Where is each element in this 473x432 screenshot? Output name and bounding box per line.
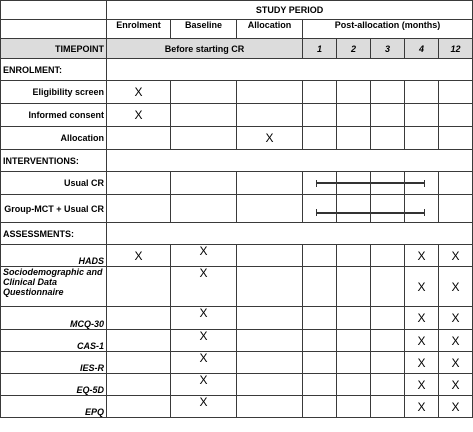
intervention-row	[1, 195, 473, 223]
row-label: Sociodemographic and Clinical Data Questionnaire	[1, 267, 107, 307]
timeline-bar-segment	[337, 172, 371, 195]
blank-cell	[1, 1, 107, 20]
enrolment-section-heading: ENROLMENT:	[1, 59, 107, 81]
x-mark: X	[107, 81, 171, 104]
month-label: 1	[303, 39, 337, 59]
enrolment-row	[1, 81, 473, 104]
assessment-row	[1, 352, 473, 374]
timeline-bar-segment	[371, 195, 405, 223]
interventions-section-row	[1, 150, 473, 172]
month-label: 4	[405, 39, 439, 59]
row-label: Usual CR	[1, 172, 107, 195]
x-mark: X	[405, 330, 439, 352]
period-names-row	[1, 20, 473, 39]
assessments-section-row	[1, 223, 473, 245]
x-mark: X	[405, 245, 439, 267]
x-mark: X	[405, 352, 439, 374]
row-label: Eligibility screen	[1, 81, 107, 104]
row-label: EQ-5D	[1, 374, 107, 396]
x-mark: X	[171, 307, 237, 330]
x-mark: X	[237, 127, 303, 150]
row-label: CAS-1	[1, 330, 107, 352]
x-mark: X	[171, 396, 237, 418]
assessment-row	[1, 396, 473, 418]
baseline-period-heading: Baseline	[171, 20, 237, 39]
study-period-row	[1, 1, 473, 20]
post-allocation-heading: Post-allocation (months)	[303, 20, 473, 39]
timeline-bar-segment	[371, 172, 405, 195]
assessment-row	[1, 374, 473, 396]
timeline-bar-end	[405, 172, 439, 195]
assessment-row	[1, 330, 473, 352]
x-mark: X	[171, 330, 237, 352]
assessment-row	[1, 307, 473, 330]
x-mark: X	[405, 307, 439, 330]
x-mark: X	[439, 330, 473, 352]
row-label: Allocation	[1, 127, 107, 150]
enrolment-section-row	[1, 59, 473, 81]
interventions-section-heading: INTERVENTIONS:	[1, 150, 107, 172]
month-label: 12	[439, 39, 473, 59]
x-mark: X	[439, 307, 473, 330]
enrolment-row	[1, 127, 473, 150]
enrolment-period-heading: Enrolment	[107, 20, 171, 39]
x-mark: X	[405, 374, 439, 396]
x-mark: X	[171, 374, 237, 396]
x-mark: X	[439, 396, 473, 418]
x-mark: X	[107, 104, 171, 127]
enrolment-row	[1, 104, 473, 127]
x-mark: X	[405, 396, 439, 418]
x-mark: X	[171, 352, 237, 374]
month-label: 2	[337, 39, 371, 59]
row-label: IES-R	[1, 352, 107, 374]
timeline-bar-start	[303, 172, 337, 195]
x-mark: X	[171, 267, 237, 307]
assessment-row	[1, 267, 473, 307]
month-label: 3	[371, 39, 405, 59]
blank-cell	[107, 59, 473, 81]
row-label: HADS	[1, 245, 107, 267]
assessment-row	[1, 245, 473, 267]
study-period-heading: STUDY PERIOD	[107, 1, 473, 20]
x-mark: X	[439, 352, 473, 374]
before-cr-label: Before starting CR	[107, 39, 303, 59]
timeline-bar-end	[405, 195, 439, 223]
blank-cell	[107, 150, 473, 172]
x-mark: X	[439, 267, 473, 307]
x-mark: X	[439, 374, 473, 396]
row-label: Informed consent	[1, 104, 107, 127]
blank-cell	[1, 20, 107, 39]
allocation-period-heading: Allocation	[237, 20, 303, 39]
blank-cell	[107, 223, 473, 245]
timeline-bar-segment	[337, 195, 371, 223]
assessments-section-heading: ASSESSMENTS:	[1, 223, 107, 245]
row-label: Group-MCT + Usual CR	[1, 195, 107, 223]
row-label: MCQ-30	[1, 307, 107, 330]
x-mark: X	[107, 245, 171, 267]
x-mark: X	[439, 245, 473, 267]
intervention-row	[1, 172, 473, 195]
timepoint-label: TIMEPOINT	[1, 39, 107, 59]
row-label: EPQ	[1, 396, 107, 418]
timepoint-row	[1, 39, 473, 59]
x-mark: X	[171, 245, 237, 267]
timeline-bar-start	[303, 195, 337, 223]
x-mark: X	[405, 267, 439, 307]
